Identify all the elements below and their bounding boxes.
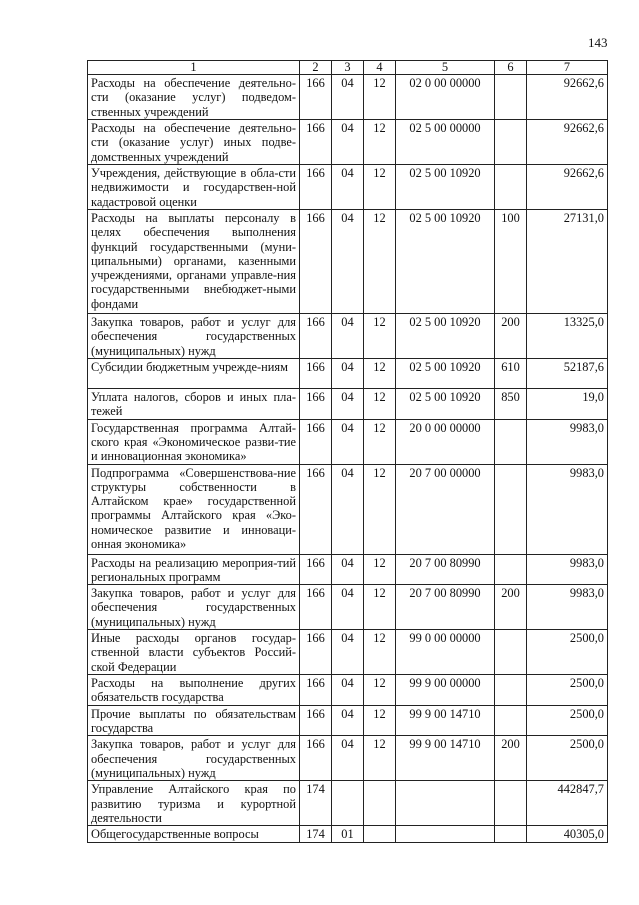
row-col-5: 99 0 00 00000 — [396, 630, 495, 675]
row-col-3: 04 — [332, 675, 364, 706]
row-col-2: 166 — [300, 314, 332, 359]
row-col-2: 166 — [300, 389, 332, 420]
row-col-6 — [495, 826, 527, 842]
row-col-4: 12 — [364, 419, 396, 464]
row-col-4: 12 — [364, 585, 396, 630]
header-cell-4: 4 — [364, 61, 396, 75]
row-col-4: 12 — [364, 736, 396, 781]
table-row — [88, 554, 608, 585]
row-col-5: 20 7 00 00000 — [396, 464, 495, 554]
row-col-2: 166 — [300, 359, 332, 389]
row-col-4: 12 — [364, 630, 396, 675]
table-row — [88, 705, 608, 736]
row-name: Иные расходы органов государ-ственной власти субъектов Россий-ской Федерации — [88, 630, 300, 675]
row-col-4 — [364, 826, 396, 842]
table-row — [88, 464, 608, 554]
row-col-3: 04 — [332, 165, 364, 210]
row-col-6: 850 — [495, 389, 527, 420]
row-col-2: 166 — [300, 675, 332, 706]
table-row — [88, 781, 608, 826]
page-number: 143 — [588, 35, 608, 50]
row-col-4: 12 — [364, 389, 396, 420]
row-col-5: 20 0 00 00000 — [396, 419, 495, 464]
row-col-7: 92662,6 — [527, 75, 608, 120]
row-name: Закупка товаров, работ и услуг для обеспечения государственных (муниципальных) нужд — [88, 585, 300, 630]
header-cell-5: 5 — [396, 61, 495, 75]
row-name: Закупка товаров, работ и услуг для обеспечения государственных (муниципальных) нужд — [88, 314, 300, 359]
row-col-4: 12 — [364, 75, 396, 120]
row-col-7: 2500,0 — [527, 705, 608, 736]
row-col-3: 04 — [332, 389, 364, 420]
row-col-5: 99 9 00 00000 — [396, 675, 495, 706]
row-col-5: 02 5 00 10920 — [396, 314, 495, 359]
table-row — [88, 359, 608, 389]
row-col-4: 12 — [364, 120, 396, 165]
row-col-6: 200 — [495, 736, 527, 781]
header-cell-7: 7 — [527, 61, 608, 75]
table-header-row — [88, 61, 608, 75]
row-col-7: 27131,0 — [527, 210, 608, 314]
table-row — [88, 165, 608, 210]
row-col-7: 9983,0 — [527, 554, 608, 585]
row-col-2: 174 — [300, 826, 332, 842]
table-row — [88, 419, 608, 464]
row-col-7: 19,0 — [527, 389, 608, 420]
table-row — [88, 314, 608, 359]
row-col-5: 02 5 00 10920 — [396, 165, 495, 210]
row-col-6 — [495, 675, 527, 706]
row-col-5: 02 0 00 00000 — [396, 75, 495, 120]
row-col-4: 12 — [364, 210, 396, 314]
header-cell-2: 2 — [300, 61, 332, 75]
row-col-5: 02 5 00 10920 — [396, 359, 495, 389]
row-col-6 — [495, 781, 527, 826]
row-col-2: 166 — [300, 75, 332, 120]
row-col-6: 610 — [495, 359, 527, 389]
row-col-7: 92662,6 — [527, 165, 608, 210]
row-col-2: 166 — [300, 419, 332, 464]
row-name: Расходы на выполнение других обязательств государства — [88, 675, 300, 706]
row-col-6: 200 — [495, 314, 527, 359]
table-row — [88, 75, 608, 120]
table-row — [88, 736, 608, 781]
row-col-2: 166 — [300, 165, 332, 210]
row-col-7: 9983,0 — [527, 419, 608, 464]
row-col-4: 12 — [364, 675, 396, 706]
row-col-5 — [396, 826, 495, 842]
row-col-6 — [495, 419, 527, 464]
row-col-4 — [364, 781, 396, 826]
row-col-4: 12 — [364, 359, 396, 389]
row-col-7: 2500,0 — [527, 736, 608, 781]
row-name: Расходы на обеспечение деятельно-сти (оказание услуг) иных подве-домственных учреждений — [88, 120, 300, 165]
row-col-2: 166 — [300, 464, 332, 554]
row-col-2: 166 — [300, 554, 332, 585]
header-cell-1: 1 — [88, 61, 300, 75]
row-col-4: 12 — [364, 554, 396, 585]
row-name: Расходы на обеспечение деятельно-сти (оказание услуг) подведом-ственных учреждений — [88, 75, 300, 120]
row-name: Уплата налогов, сборов и иных пла-тежей — [88, 389, 300, 420]
row-col-6: 100 — [495, 210, 527, 314]
row-col-3: 04 — [332, 554, 364, 585]
row-col-6 — [495, 165, 527, 210]
row-col-3: 04 — [332, 75, 364, 120]
row-col-4: 12 — [364, 165, 396, 210]
row-col-7: 2500,0 — [527, 675, 608, 706]
header-cell-6: 6 — [495, 61, 527, 75]
table-row — [88, 630, 608, 675]
row-col-6 — [495, 554, 527, 585]
row-col-2: 166 — [300, 585, 332, 630]
row-name: Государственная программа Алтай-ского края «Экономическое разви-тие и инновационная экономика» — [88, 419, 300, 464]
table-row — [88, 210, 608, 314]
row-col-7: 40305,0 — [527, 826, 608, 842]
row-col-7: 52187,6 — [527, 359, 608, 389]
row-col-2: 166 — [300, 705, 332, 736]
row-name: Расходы на выплаты персоналу в целях обеспечения выполнения функций государственными (муни-ципальными) органами, казенными учреждениями, органами управле-ния государственными внебюджет-ными фондами — [88, 210, 300, 314]
row-col-3: 04 — [332, 630, 364, 675]
row-col-3: 04 — [332, 736, 364, 781]
row-col-3: 04 — [332, 585, 364, 630]
row-col-4: 12 — [364, 464, 396, 554]
row-col-7: 442847,7 — [527, 781, 608, 826]
row-name: Управление Алтайского края по развитию туризма и курортной деятельности — [88, 781, 300, 826]
row-col-3: 01 — [332, 826, 364, 842]
row-col-5: 99 9 00 14710 — [396, 705, 495, 736]
row-col-3: 04 — [332, 210, 364, 314]
row-col-5: 99 9 00 14710 — [396, 736, 495, 781]
row-col-2: 166 — [300, 630, 332, 675]
row-col-6 — [495, 630, 527, 675]
row-col-3: 04 — [332, 359, 364, 389]
row-col-6 — [495, 705, 527, 736]
row-col-2: 166 — [300, 210, 332, 314]
table-row — [88, 120, 608, 165]
row-col-2: 174 — [300, 781, 332, 826]
row-col-4: 12 — [364, 314, 396, 359]
table-row — [88, 389, 608, 420]
row-col-7: 2500,0 — [527, 630, 608, 675]
row-col-7: 92662,6 — [527, 120, 608, 165]
row-col-6 — [495, 120, 527, 165]
row-col-7: 9983,0 — [527, 464, 608, 554]
row-col-3: 04 — [332, 705, 364, 736]
row-col-5: 02 5 00 10920 — [396, 210, 495, 314]
row-name: Закупка товаров, работ и услуг для обеспечения государственных (муниципальных) нужд — [88, 736, 300, 781]
row-col-5: 20 7 00 80990 — [396, 554, 495, 585]
table-row — [88, 675, 608, 706]
row-col-2: 166 — [300, 736, 332, 781]
row-col-3: 04 — [332, 419, 364, 464]
row-col-3: 04 — [332, 120, 364, 165]
row-name: Субсидии бюджетным учрежде-ниям — [88, 359, 300, 389]
row-name: Подпрограмма «Совершенствова-ние структуры собственности в Алтайском крае» государственной программы Алтайского края «Эко-номическое развитие и инноваци-онная экономика» — [88, 464, 300, 554]
row-col-6: 200 — [495, 585, 527, 630]
row-col-6 — [495, 464, 527, 554]
row-col-7: 13325,0 — [527, 314, 608, 359]
budget-table — [87, 60, 608, 843]
row-name: Учреждения, действующие в обла-сти недвижимости и государствен-ной кадастровой оценки — [88, 165, 300, 210]
row-name: Расходы на реализацию мероприя-тий региональных программ — [88, 554, 300, 585]
row-col-5: 02 5 00 00000 — [396, 120, 495, 165]
row-col-3: 04 — [332, 314, 364, 359]
row-col-5: 20 7 00 80990 — [396, 585, 495, 630]
row-col-6 — [495, 75, 527, 120]
row-col-3: 04 — [332, 464, 364, 554]
row-name: Прочие выплаты по обязательствам государства — [88, 705, 300, 736]
row-col-3 — [332, 781, 364, 826]
row-name: Общегосударственные вопросы — [88, 826, 300, 842]
table-row — [88, 585, 608, 630]
header-cell-3: 3 — [332, 61, 364, 75]
row-col-7: 9983,0 — [527, 585, 608, 630]
row-col-5 — [396, 781, 495, 826]
row-col-5: 02 5 00 10920 — [396, 389, 495, 420]
row-col-4: 12 — [364, 705, 396, 736]
row-col-2: 166 — [300, 120, 332, 165]
table-row — [88, 826, 608, 842]
